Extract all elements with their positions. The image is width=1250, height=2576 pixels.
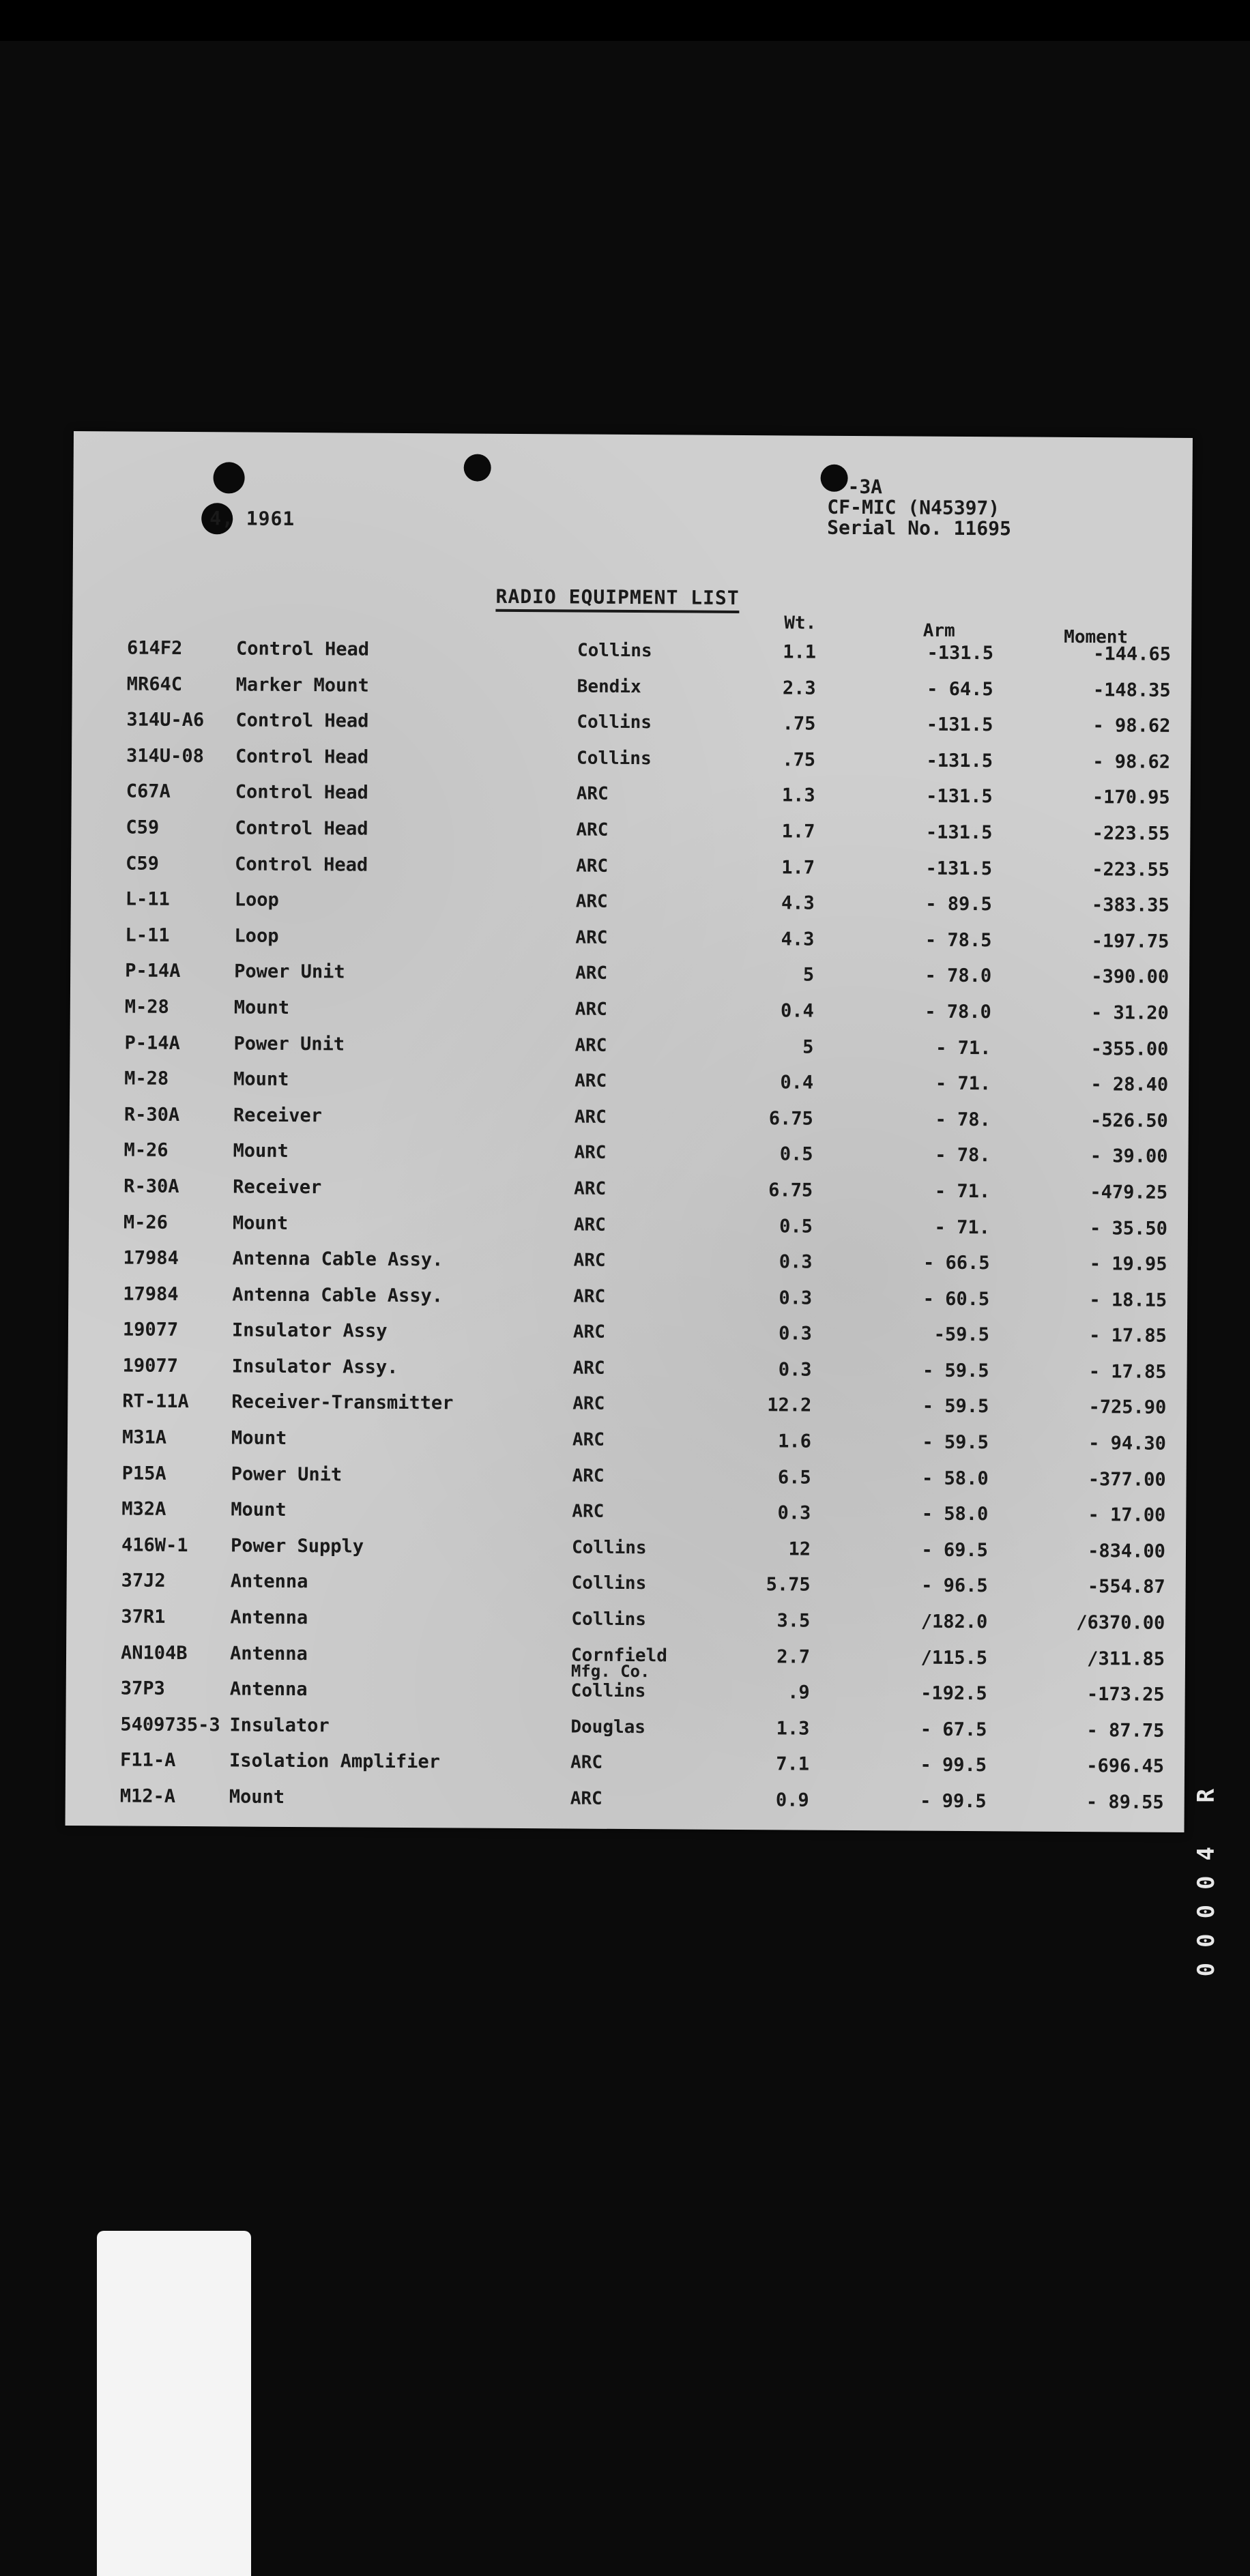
description: Power Unit bbox=[233, 1032, 345, 1055]
arm: - 99.5 bbox=[920, 1790, 987, 1813]
description: Power Unit bbox=[234, 961, 345, 983]
frame-number-mark: R bbox=[1193, 1774, 1220, 1803]
moment: -834.00 bbox=[1088, 1540, 1166, 1562]
manufacturer: ARC bbox=[572, 1501, 605, 1523]
weight: 1.3 bbox=[781, 785, 815, 807]
part-number: 37P3 bbox=[120, 1678, 165, 1700]
manufacturer: ARC bbox=[572, 1465, 605, 1487]
manufacturer: ARC bbox=[576, 783, 609, 805]
moment: -554.87 bbox=[1087, 1576, 1165, 1598]
manufacturer-line-2: Mfg. Co. bbox=[570, 1661, 650, 1681]
moment: -144.65 bbox=[1093, 643, 1172, 665]
arm: - 78. bbox=[935, 1145, 991, 1167]
weight: 5.75 bbox=[766, 1574, 811, 1596]
arm: -131.5 bbox=[925, 821, 993, 844]
moment: -223.55 bbox=[1092, 858, 1170, 881]
description: Mount bbox=[233, 997, 290, 1019]
part-number: M-26 bbox=[123, 1211, 169, 1233]
description: Control Head bbox=[235, 709, 369, 732]
manufacturer: ARC bbox=[575, 927, 608, 948]
part-number: 37R1 bbox=[121, 1606, 166, 1628]
page-title: RADIO EQUIPMENT LIST bbox=[495, 585, 739, 613]
description: Receiver bbox=[233, 1104, 323, 1126]
weight: 0.4 bbox=[780, 1072, 814, 1094]
arm: - 78.0 bbox=[925, 965, 992, 987]
weight: 1.7 bbox=[781, 821, 815, 843]
part-number: R-30A bbox=[123, 1104, 180, 1126]
manufacturer: ARC bbox=[572, 1321, 606, 1343]
moment: -383.35 bbox=[1091, 894, 1169, 916]
moment: - 17.00 bbox=[1088, 1504, 1166, 1527]
description: Antenna bbox=[230, 1570, 308, 1593]
manufacturer: ARC bbox=[572, 1358, 605, 1379]
moment: -696.45 bbox=[1086, 1755, 1165, 1778]
description: Mount bbox=[229, 1786, 285, 1808]
manufacturer: ARC bbox=[572, 1429, 605, 1450]
description: Control Head bbox=[235, 853, 368, 876]
part-number: 37J2 bbox=[121, 1570, 166, 1592]
arm: - 69.5 bbox=[921, 1539, 989, 1562]
part-number: C59 bbox=[126, 853, 160, 875]
document-page bbox=[66, 431, 1193, 1832]
part-number: 5409735-3 bbox=[120, 1714, 220, 1736]
weight: 2.3 bbox=[782, 677, 816, 699]
part-number: MR64C bbox=[126, 673, 183, 695]
arm: - 58.0 bbox=[921, 1503, 989, 1525]
arm: -131.5 bbox=[926, 714, 993, 736]
column-header-arm: Arm bbox=[922, 620, 955, 641]
manufacturer: ARC bbox=[572, 1393, 605, 1415]
film-edge bbox=[0, 0, 1250, 41]
manufacturer: Collins bbox=[577, 640, 652, 662]
description: Loop bbox=[234, 925, 279, 947]
column-header-weight: Wt. bbox=[784, 613, 817, 634]
arm: -131.5 bbox=[926, 750, 993, 772]
weight: .75 bbox=[782, 713, 816, 735]
weight: 0.3 bbox=[778, 1359, 812, 1381]
moment: -479.25 bbox=[1090, 1182, 1168, 1203]
moment: - 98.62 bbox=[1092, 750, 1171, 773]
moment: -725.90 bbox=[1088, 1396, 1167, 1419]
arm: /182.0 bbox=[920, 1611, 988, 1633]
manufacturer: ARC bbox=[574, 1142, 607, 1164]
description: Power Unit bbox=[231, 1463, 343, 1486]
description: Insulator bbox=[229, 1714, 330, 1737]
manufacturer: Collins bbox=[571, 1572, 647, 1594]
aircraft-registration: CF-MIC (N45397) bbox=[827, 495, 1000, 520]
manufacturer: ARC bbox=[575, 963, 608, 984]
arm: - 66.5 bbox=[922, 1252, 990, 1274]
weight: 0.5 bbox=[779, 1215, 813, 1238]
punch-hole bbox=[213, 462, 244, 493]
part-number: P-14A bbox=[125, 960, 181, 982]
part-number: C67A bbox=[126, 780, 171, 803]
arm: -131.5 bbox=[926, 786, 993, 808]
frame-number-digits: 00004 bbox=[1193, 1831, 1220, 1977]
manufacturer: ARC bbox=[574, 1107, 607, 1128]
part-number: 17984 bbox=[123, 1247, 179, 1270]
part-number: AN104B bbox=[120, 1642, 188, 1664]
weight: 6.75 bbox=[768, 1180, 813, 1201]
moment: - 18.15 bbox=[1089, 1289, 1167, 1311]
arm: - 99.5 bbox=[920, 1755, 987, 1776]
part-number: 19077 bbox=[122, 1355, 179, 1377]
moment: - 94.30 bbox=[1088, 1433, 1167, 1454]
description: Insulator Assy. bbox=[231, 1356, 398, 1378]
manufacturer: Douglas bbox=[570, 1716, 646, 1738]
part-number: L-11 bbox=[125, 888, 170, 911]
part-number: RT-11A bbox=[122, 1390, 189, 1413]
arm: - 71. bbox=[934, 1180, 991, 1203]
manufacturer: ARC bbox=[570, 1788, 602, 1809]
arm: - 60.5 bbox=[922, 1288, 990, 1310]
table-row bbox=[66, 1779, 1184, 1821]
moment: - 35.50 bbox=[1090, 1217, 1167, 1240]
weight: 1.6 bbox=[778, 1431, 812, 1452]
part-number: M-26 bbox=[123, 1139, 169, 1162]
manufacturer: Collins bbox=[571, 1609, 647, 1630]
part-number: C59 bbox=[126, 817, 160, 838]
weight: 5 bbox=[802, 1036, 814, 1058]
arm: - 58.0 bbox=[922, 1467, 989, 1489]
weight: 5 bbox=[802, 964, 815, 986]
moment: -173.25 bbox=[1086, 1684, 1165, 1706]
weight: 0.3 bbox=[777, 1502, 811, 1524]
aircraft-model: -3A bbox=[847, 475, 883, 499]
arm: - 78.5 bbox=[925, 929, 992, 951]
manufacturer: ARC bbox=[576, 855, 609, 877]
manufacturer: Collins bbox=[570, 1680, 646, 1702]
weight: 1.1 bbox=[783, 641, 817, 663]
part-number: M-28 bbox=[124, 996, 169, 1018]
moment: - 87.75 bbox=[1086, 1719, 1165, 1742]
description: Control Head bbox=[235, 817, 368, 840]
arm: - 71. bbox=[934, 1216, 990, 1238]
part-number: M31A bbox=[121, 1426, 167, 1448]
moment: - 39.00 bbox=[1090, 1145, 1168, 1168]
arm: - 71. bbox=[935, 1037, 991, 1059]
column-header-moment: Moment bbox=[1064, 626, 1129, 648]
part-number: M-28 bbox=[124, 1068, 169, 1089]
description: Control Head bbox=[235, 746, 369, 768]
manufacturer: Collins bbox=[576, 748, 652, 769]
manufacturer: ARC bbox=[573, 1214, 606, 1235]
arm: - 67.5 bbox=[920, 1718, 987, 1741]
manufacturer: ARC bbox=[575, 1035, 607, 1056]
description: Antenna bbox=[229, 1678, 308, 1701]
moment: - 17.85 bbox=[1088, 1360, 1167, 1383]
moment: - 98.62 bbox=[1092, 715, 1171, 737]
weight: 1.3 bbox=[776, 1718, 810, 1740]
description: Control Head bbox=[235, 781, 368, 804]
part-number: M12-A bbox=[119, 1785, 176, 1807]
part-number: P-14A bbox=[124, 1032, 180, 1054]
manufacturer: ARC bbox=[575, 1070, 607, 1092]
punch-hole bbox=[464, 454, 491, 481]
moment: -390.00 bbox=[1091, 966, 1169, 989]
arm: -192.5 bbox=[920, 1682, 987, 1705]
manufacturer: ARC bbox=[576, 819, 609, 840]
description: Antenna Cable Assy. bbox=[232, 1248, 444, 1271]
equipment-table bbox=[66, 626, 1192, 1821]
weight: 3.5 bbox=[776, 1610, 811, 1632]
description: Antenna Cable Assy. bbox=[232, 1284, 444, 1307]
weight: 0.3 bbox=[779, 1251, 813, 1273]
arm: - 78. bbox=[935, 1109, 991, 1130]
arm: -131.5 bbox=[927, 642, 994, 664]
weight: 12 bbox=[788, 1538, 811, 1560]
weight: 6.5 bbox=[777, 1466, 811, 1489]
description: Receiver-Transmitter bbox=[231, 1391, 454, 1414]
arm: - 64.5 bbox=[927, 678, 993, 700]
manufacturer: Collins bbox=[571, 1537, 647, 1559]
manufacturer: Bendix bbox=[577, 676, 641, 697]
arm: - 59.5 bbox=[922, 1396, 989, 1418]
description: Marker Mount bbox=[235, 674, 369, 697]
weight: 2.7 bbox=[776, 1645, 811, 1668]
description: Loop bbox=[234, 889, 279, 911]
description: Power Supply bbox=[230, 1535, 364, 1557]
description: Mount bbox=[231, 1499, 287, 1521]
arm: - 96.5 bbox=[921, 1575, 988, 1597]
part-number: R-30A bbox=[123, 1175, 179, 1197]
document-date: 4, 1961 bbox=[209, 507, 295, 530]
moment: -197.75 bbox=[1091, 930, 1169, 952]
part-number: 416W-1 bbox=[121, 1534, 188, 1556]
weight: 0.5 bbox=[779, 1143, 813, 1165]
description: Mount bbox=[231, 1427, 287, 1449]
moment: -526.50 bbox=[1090, 1109, 1168, 1132]
arm: /115.5 bbox=[920, 1647, 988, 1669]
weight: 6.75 bbox=[768, 1107, 813, 1130]
manufacturer: ARC bbox=[575, 891, 608, 912]
part-number: 314U-A6 bbox=[126, 709, 205, 731]
description: Mount bbox=[232, 1212, 289, 1234]
moment: /6370.00 bbox=[1076, 1612, 1165, 1634]
moment: -223.55 bbox=[1092, 823, 1170, 845]
description: Mount bbox=[233, 1140, 289, 1162]
manufacturer: ARC bbox=[573, 1286, 606, 1307]
description: Antenna bbox=[229, 1643, 308, 1665]
arm: - 89.5 bbox=[925, 893, 992, 916]
manufacturer: ARC bbox=[574, 1178, 607, 1199]
arm: - 59.5 bbox=[922, 1431, 989, 1454]
manufacturer: ARC bbox=[575, 999, 607, 1020]
weight: 0.3 bbox=[779, 1287, 813, 1309]
aircraft-serial: Serial No. 11695 bbox=[827, 516, 1011, 540]
weight: 4.3 bbox=[781, 928, 815, 950]
weight: 7.1 bbox=[776, 1753, 810, 1776]
part-number: F11-A bbox=[120, 1749, 176, 1772]
part-number: 314U-08 bbox=[126, 745, 204, 767]
description: Antenna bbox=[230, 1607, 308, 1629]
arm: - 71. bbox=[935, 1072, 991, 1095]
frame-number bbox=[1193, 1774, 1220, 1976]
arm: -131.5 bbox=[925, 858, 993, 879]
part-number: 17984 bbox=[123, 1283, 179, 1305]
description: Insulator Assy bbox=[231, 1319, 388, 1343]
arm: - 59.5 bbox=[922, 1360, 989, 1382]
part-number: L-11 bbox=[125, 924, 170, 946]
weight: 0.9 bbox=[775, 1789, 809, 1811]
film-leader-marker bbox=[97, 2231, 251, 2576]
moment: - 17.85 bbox=[1089, 1325, 1167, 1347]
part-number: M32A bbox=[121, 1498, 166, 1521]
arm: - 78.0 bbox=[925, 1001, 991, 1023]
weight: .9 bbox=[787, 1682, 810, 1703]
moment: /311.85 bbox=[1087, 1648, 1165, 1670]
part-number: P15A bbox=[121, 1463, 166, 1484]
description: Receiver bbox=[233, 1176, 322, 1199]
moment: - 89.55 bbox=[1086, 1791, 1164, 1813]
manufacturer: Cornfield bbox=[570, 1645, 668, 1666]
aircraft-identification bbox=[827, 477, 1011, 540]
moment: -355.00 bbox=[1090, 1038, 1169, 1060]
weight: 0.4 bbox=[780, 1000, 814, 1022]
moment: - 19.95 bbox=[1089, 1253, 1167, 1275]
moment: -148.35 bbox=[1092, 679, 1171, 701]
description: Mount bbox=[233, 1068, 289, 1091]
weight: 12.2 bbox=[767, 1394, 812, 1417]
moment: -377.00 bbox=[1088, 1468, 1166, 1491]
part-number: 614F2 bbox=[126, 637, 183, 659]
manufacturer: Collins bbox=[577, 712, 652, 733]
weight: 0.3 bbox=[779, 1323, 813, 1345]
description: Isolation Amplifier bbox=[229, 1750, 441, 1773]
weight: .75 bbox=[782, 749, 816, 771]
manufacturer: ARC bbox=[573, 1250, 606, 1271]
manufacturer: ARC bbox=[570, 1752, 603, 1774]
weight: 4.3 bbox=[781, 892, 815, 914]
description: Control Head bbox=[235, 638, 370, 660]
arm: -59.5 bbox=[933, 1324, 990, 1346]
moment: - 28.40 bbox=[1090, 1074, 1169, 1096]
moment: - 31.20 bbox=[1090, 1002, 1169, 1024]
part-number: 19077 bbox=[122, 1319, 179, 1341]
moment: -170.95 bbox=[1092, 787, 1170, 809]
weight: 1.7 bbox=[781, 856, 815, 879]
